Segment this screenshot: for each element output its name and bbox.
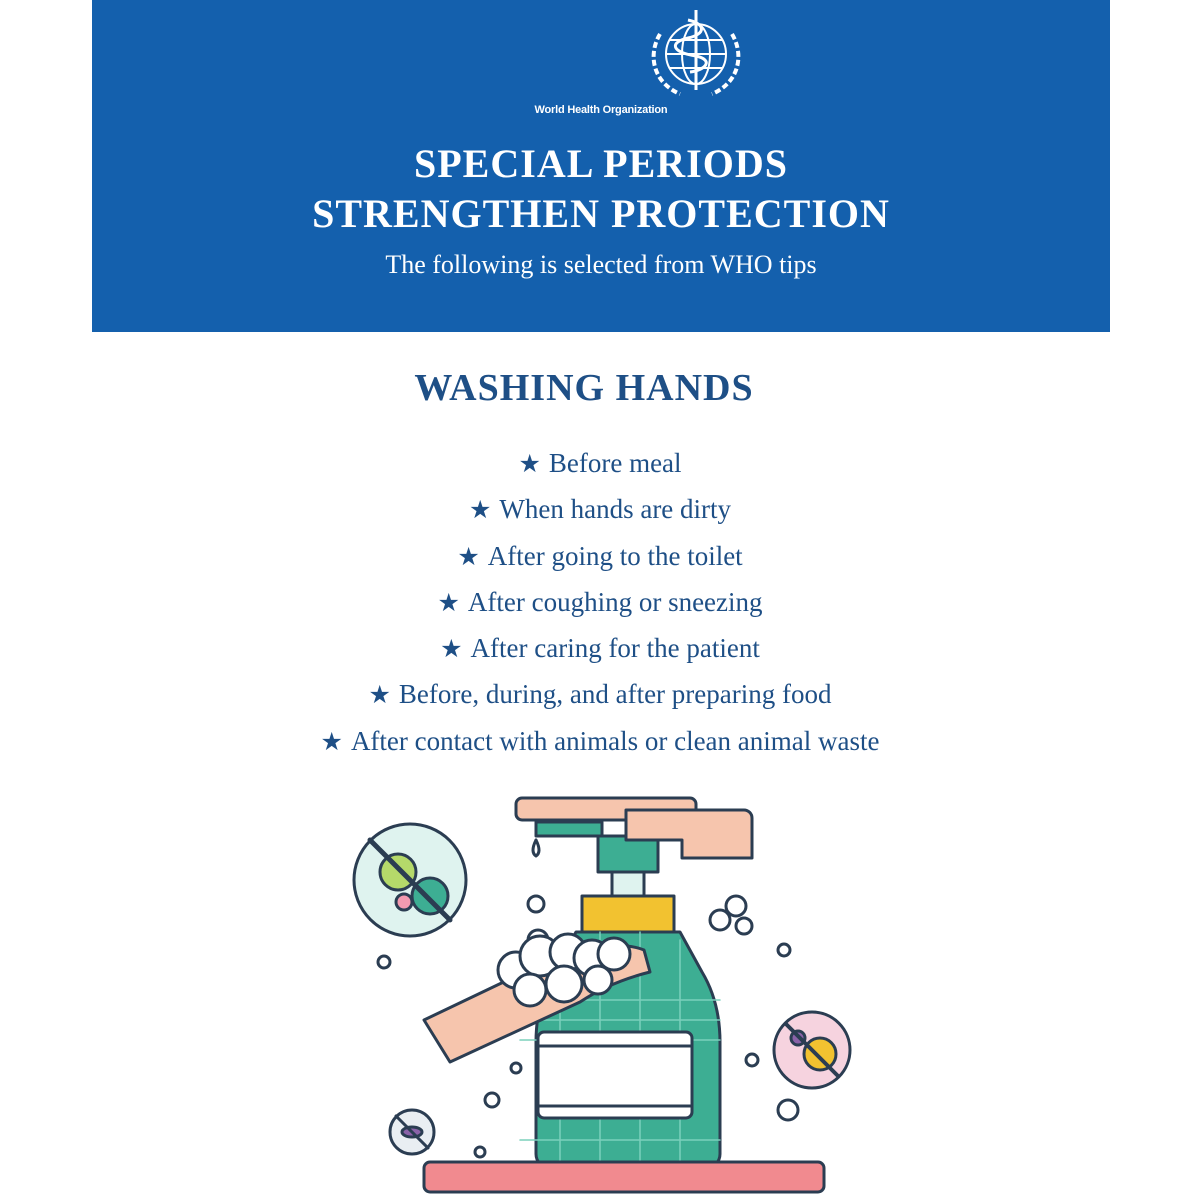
section-title: WASHING HANDS	[414, 367, 754, 409]
tip-text: Before, during, and after preparing food	[398, 679, 832, 710]
tip-text: Before meal	[548, 448, 682, 478]
star-icon: ★	[368, 680, 391, 710]
list-item	[0, 718, 1200, 764]
tip-text: When hands are dirty	[499, 494, 732, 525]
star-icon: ★	[440, 634, 463, 664]
page-title-line-2: STRENGTHEN PROTECTION	[312, 191, 890, 236]
star-icon: ★	[320, 726, 343, 756]
who-emblem-icon	[640, 4, 752, 100]
list-item	[0, 440, 1200, 486]
bottle-base	[424, 1162, 824, 1192]
list-item	[0, 533, 1200, 579]
list-item	[0, 486, 1200, 532]
germ-icon	[354, 824, 466, 936]
tips-list	[0, 440, 1200, 764]
header-banner	[92, 0, 1110, 332]
tip-text: After contact with animals or clean animal waste	[350, 725, 880, 756]
list-item	[0, 625, 1200, 671]
star-icon: ★	[468, 495, 492, 525]
handwashing-illustration	[340, 780, 880, 1200]
list-item	[0, 579, 1200, 625]
page-subtitle: The following is selected from WHO tips	[385, 250, 817, 279]
star-icon: ★	[518, 449, 541, 478]
organization-name: World Health Organization	[534, 104, 668, 116]
tip-text: After going to the toilet	[487, 540, 743, 571]
virus-icon	[774, 1012, 850, 1088]
bacteria-icon	[390, 1110, 434, 1154]
tip-text: After coughing or sneezing	[467, 586, 763, 617]
list-item	[0, 671, 1200, 717]
star-icon: ★	[437, 587, 460, 617]
star-icon: ★	[457, 541, 480, 571]
tip-text: After caring for the patient	[470, 633, 760, 664]
page-title-line-1: SPECIAL PERIODS	[414, 141, 788, 186]
